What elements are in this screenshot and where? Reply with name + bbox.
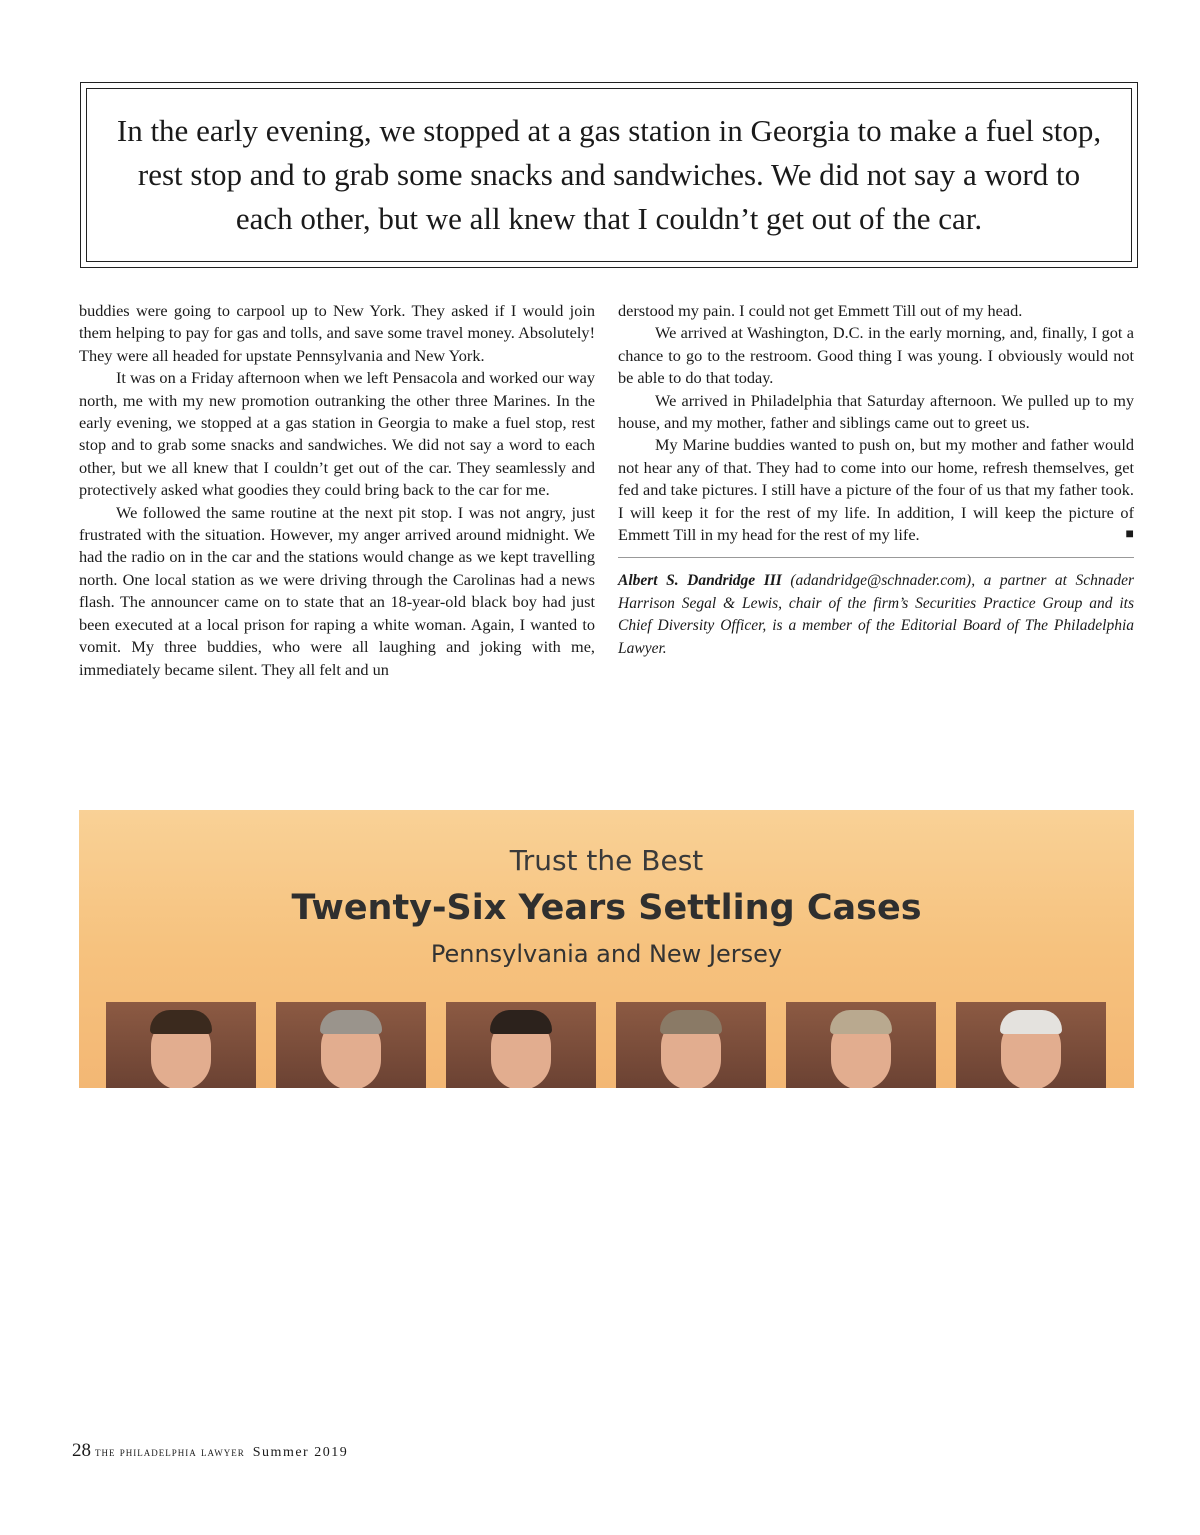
ad-tagline: Trust the Best: [509, 844, 704, 877]
advertisement: [79, 810, 1134, 1088]
portrait-photo: [276, 1002, 426, 1088]
ad-subhead: Pennsylvania and New Jersey: [430, 940, 783, 968]
portrait-hair: [830, 1010, 892, 1034]
author-bio-text: (adandridge@schnader.com), a partner at Schnader Harrison Segal & Lewis, chair of the firm’s Securities Practice Group and its Chief Diversity Officer, is a member of the Editorial Board of The Philadelphia Lawyer.: [618, 572, 1134, 657]
portrait-hair: [320, 1010, 382, 1034]
portrait-photo: [786, 1002, 936, 1088]
author-bio: [618, 570, 1134, 660]
ad-headline: Twenty-Six Years Settling Cases: [291, 888, 922, 928]
article-paragraph: It was on a Friday afternoon when we left Pensacola and worked our way north, me with my new promotion outranking the other three Marines. In the early evening, we stopped at a gas station in Georgia to make a fuel stop, rest stop and to grab some snacks and sandwiches. We did not say a word to each other, but we all knew that I couldn’t get out of the car. They seamlessly and protectively asked what goodies they could bring back to the car for me.: [79, 368, 595, 500]
page-number: 28: [72, 1440, 91, 1461]
pull-quote-text: In the early evening, we stopped at a gas station in Georgia to make a fuel stop, rest stop and to grab some snacks and sandwiches. We did not say a word to each other, but we all knew that I couldn’t get out of the car.: [116, 113, 1102, 236]
portrait-photo: [956, 1002, 1106, 1088]
article-paragraph: We followed the same routine at the next pit stop. I was not angry, just frustrated with the situation. However, my anger arrived around midnight. We had the radio on in the car and the stations would change as we kept travelling north. One local station as we were driving through the Carolinas had a news flash. The announcer came on to state that an 18-year-old black boy had just been executed at a local prison for raping a white woman. Again, I wanted to vomit. My three buddies, who were all laughing and joking with me, immediately became silent. They all felt and un: [79, 502, 595, 679]
portrait-hair: [150, 1010, 212, 1034]
pull-quote-inner-border: [86, 88, 1132, 262]
end-of-article-mark: ■: [1125, 527, 1134, 543]
page-footer: [72, 1440, 348, 1462]
portrait-hair: [490, 1010, 552, 1034]
portrait-photo: [446, 1002, 596, 1088]
article-column-right: [618, 300, 1134, 660]
article-paragraph: derstood my pain. I could not get Emmett Till out of my head.: [618, 301, 1023, 320]
portrait-hair: [1000, 1010, 1062, 1034]
pull-quote-box: [80, 82, 1138, 268]
author-name: Albert S. Dandridge III: [618, 572, 782, 590]
article-paragraph: We arrived in Philadelphia that Saturday afternoon. We pulled up to my house, and my mother, father and siblings came out to greet us.: [618, 390, 1134, 433]
article-paragraph: buddies were going to carpool up to New York. They asked if I would join them helping to pay for gas and tolls, and save some travel money. Absolutely! They were all headed for upstate Pennsylvania and New York.: [79, 301, 595, 365]
article-paragraph: We arrived at Washington, D.C. in the early morning, and, finally, I got a chance to go to the restroom. Good thing I was young. I obviously would not be able to do that today.: [618, 323, 1134, 388]
article-column-left: [79, 300, 595, 681]
portrait-photo: [616, 1002, 766, 1088]
portrait-photo: [106, 1002, 256, 1088]
portrait-hair: [660, 1010, 722, 1034]
publication-name: the philadelphia lawyer: [95, 1444, 245, 1459]
article-paragraph-text: My Marine buddies wanted to push on, but my mother and father would not hear any of that. They had to come into our home, refresh themselves, get fed and take pictures. I still have a picture of the four of us that my father took. I will keep it for the rest of my life. In addition, I will keep the picture of Emmett Till in my head for the rest of my life.: [618, 435, 1134, 545]
issue-date: Summer 2019: [252, 1445, 349, 1460]
article-paragraph-final: [618, 434, 1134, 546]
bio-divider: [618, 557, 1134, 558]
